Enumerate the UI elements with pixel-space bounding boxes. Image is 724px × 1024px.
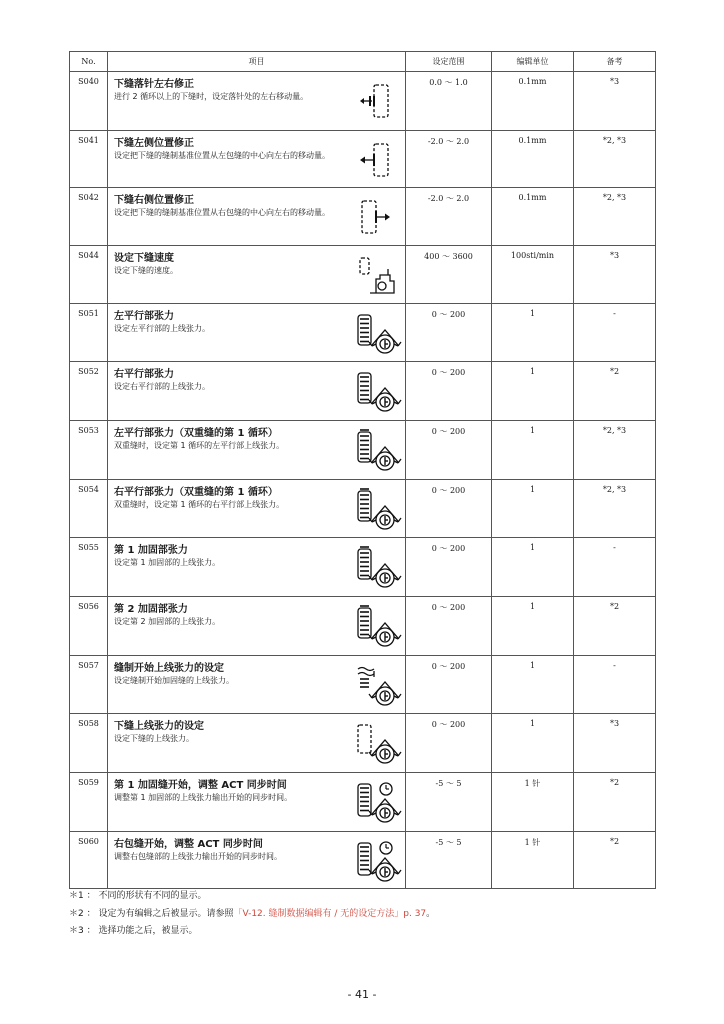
row-range: 0 ～ 200 [406,656,492,714]
item-title: 右平行部张力（双重缝的第 1 循环） [114,487,278,498]
row-notes: *3 [574,246,656,304]
row-item [108,714,406,773]
right-parallel-tension-icon [354,369,402,413]
item-description: 双重缝时，设定第 1 循环的右平行部上线张力。 [114,500,285,509]
row-unit: 1 [492,597,574,656]
item-description: 设定右平行部的上线张力。 [114,382,210,391]
row-number: S057 [70,656,108,714]
table-row [70,131,656,188]
table-row [70,72,656,131]
row-number: S056 [70,597,108,656]
row-item [108,421,406,480]
footnote-2-link[interactable]: 「V-12. 缝制数据编辑有 / 无的设定方法」p. 37 [233,909,427,919]
footnote-3: ＊3 ： 选择功能之后，被显示。 [69,926,198,936]
row-range: 0 ～ 200 [406,362,492,421]
row-notes: *2 [574,362,656,421]
item-title: 下缝上线张力的设定 [114,721,204,732]
row-number: S040 [70,72,108,131]
row-range: 400 ～ 3600 [406,246,492,304]
right-position-adjust-icon [354,195,402,239]
row-unit: 1 针 [492,773,574,832]
row-number: S042 [70,188,108,246]
under-sewing-tension-icon [354,721,402,765]
item-description: 设定下缝的速度。 [114,266,178,275]
table-row [70,246,656,304]
row-item [108,773,406,832]
header-unit: 编辑单位 [492,52,574,72]
item-title: 设定下缝速度 [114,253,174,264]
item-description: 设定左平行部的上线张力。 [114,324,210,333]
row-range: 0 ～ 200 [406,538,492,597]
row-item [108,362,406,421]
item-description: 调整第 1 加固部的上线张力输出开始的同步时间。 [114,793,293,802]
row-notes: *3 [574,714,656,773]
left-parallel-tension-icon [354,311,402,355]
item-title: 左平行部张力 [114,311,174,322]
row-item [108,188,406,246]
row-item [108,480,406,538]
item-description: 双重缝时，设定第 1 循环的左平行部上线张力。 [114,441,285,450]
row-notes: *3 [574,72,656,131]
first-bartack-act-timing-icon [354,780,402,824]
item-title: 右平行部张力 [114,369,174,380]
row-unit: 1 针 [492,832,574,889]
item-title: 左平行部张力（双重缝的第 1 循环） [114,428,278,439]
table-row [70,656,656,714]
row-number: S052 [70,362,108,421]
start-tension-icon [354,663,402,707]
item-description: 进行 2 循环以上的下缝时，设定落针处的左右移动量。 [114,92,309,101]
item-description: 设定第 2 加固部的上线张力。 [114,617,221,626]
header-no: No. [70,52,108,72]
table-header-row [70,52,656,72]
table-row [70,304,656,362]
item-description: 设定把下缝的缝制基准位置从右包缝的中心向左右的移动量。 [114,208,330,217]
row-unit: 1 [492,480,574,538]
row-unit: 1 [492,538,574,597]
row-item [108,538,406,597]
row-number: S041 [70,131,108,188]
row-unit: 1 [492,304,574,362]
row-range: 0 ～ 200 [406,304,492,362]
row-number: S055 [70,538,108,597]
row-notes: - [574,538,656,597]
left-parallel-double-tension-icon [354,428,402,472]
row-unit: 1 [492,656,574,714]
page-number: - 41 - [347,988,377,1001]
table-row [70,714,656,773]
row-number: S060 [70,832,108,889]
row-item [108,246,406,304]
row-range: 0.0 ～ 1.0 [406,72,492,131]
row-item [108,656,406,714]
row-range: 0 ～ 200 [406,480,492,538]
footnote-1: ＊1 ： 不同的形状有不同的显示。 [69,891,207,901]
right-overcast-act-timing-icon [354,839,402,883]
row-range: 0 ～ 200 [406,714,492,773]
table-row [70,188,656,246]
table-row [70,597,656,656]
header-item: 项目 [108,52,406,72]
row-item [108,832,406,889]
row-notes: *2, *3 [574,421,656,480]
table-row [70,773,656,832]
row-unit: 1 [492,714,574,773]
row-number: S059 [70,773,108,832]
settings-table [69,51,656,889]
row-item [108,72,406,131]
row-unit: 100sti/min [492,246,574,304]
row-notes: *2 [574,832,656,889]
footnote-2-text: ＊2 ： 设定为有编辑之后被显示。请参照 [69,909,234,919]
item-description: 设定把下缝的缝制基准位置从左包缝的中心向左右的移动量。 [114,151,330,160]
row-number: S058 [70,714,108,773]
item-title: 第 1 加固缝开始，调整 ACT 同步时间 [114,780,287,791]
item-title: 第 1 加固部张力 [114,545,188,556]
row-number: S044 [70,246,108,304]
row-unit: 1 [492,362,574,421]
row-notes: - [574,304,656,362]
item-title: 缝制开始上线张力的设定 [114,663,224,674]
row-notes: *2, *3 [574,480,656,538]
header-range: 设定范围 [406,52,492,72]
table-row [70,480,656,538]
first-bartack-tension-icon [354,545,402,589]
right-parallel-double-tension-icon [354,487,402,531]
row-notes: *2 [574,597,656,656]
item-title: 下缝右侧位置修正 [114,195,194,206]
row-unit: 0.1mm [492,131,574,188]
item-title: 第 2 加固部张力 [114,604,188,615]
row-item [108,131,406,188]
row-range: 0 ～ 200 [406,421,492,480]
row-item [108,597,406,656]
footnote-2-end: 。 [426,909,436,919]
item-title: 下缝落针左右修正 [114,79,194,90]
row-unit: 0.1mm [492,188,574,246]
needle-drop-adjust-icon [354,79,402,123]
row-notes: *2 [574,773,656,832]
table-row [70,538,656,597]
header-notes: 备考 [574,52,656,72]
row-number: S053 [70,421,108,480]
item-title: 右包缝开始，调整 ACT 同步时间 [114,839,263,850]
table-row [70,362,656,421]
row-range: -2.0 ～ 2.0 [406,131,492,188]
row-number: S051 [70,304,108,362]
sewing-speed-icon [354,253,402,297]
item-description: 设定第 1 加固部的上线张力。 [114,558,221,567]
row-number: S054 [70,480,108,538]
row-unit: 1 [492,421,574,480]
row-range: -5 ～ 5 [406,773,492,832]
item-description: 设定下缝的上线张力。 [114,734,194,743]
table-row [70,832,656,889]
item-description: 设定缝制开始加固缝的上线张力。 [114,676,234,685]
row-range: -2.0 ～ 2.0 [406,188,492,246]
table-row [70,421,656,480]
item-description: 调整右包缝部的上线张力输出开始的同步时间。 [114,852,282,861]
row-item [108,304,406,362]
second-bartack-tension-icon [354,604,402,648]
row-notes: *2, *3 [574,188,656,246]
row-notes: - [574,656,656,714]
footnote-2 [69,906,435,919]
row-range: 0 ～ 200 [406,597,492,656]
left-position-adjust-icon [354,138,402,182]
row-notes: *2, *3 [574,131,656,188]
row-unit: 0.1mm [492,72,574,131]
row-range: -5 ～ 5 [406,832,492,889]
item-title: 下缝左侧位置修正 [114,138,194,149]
